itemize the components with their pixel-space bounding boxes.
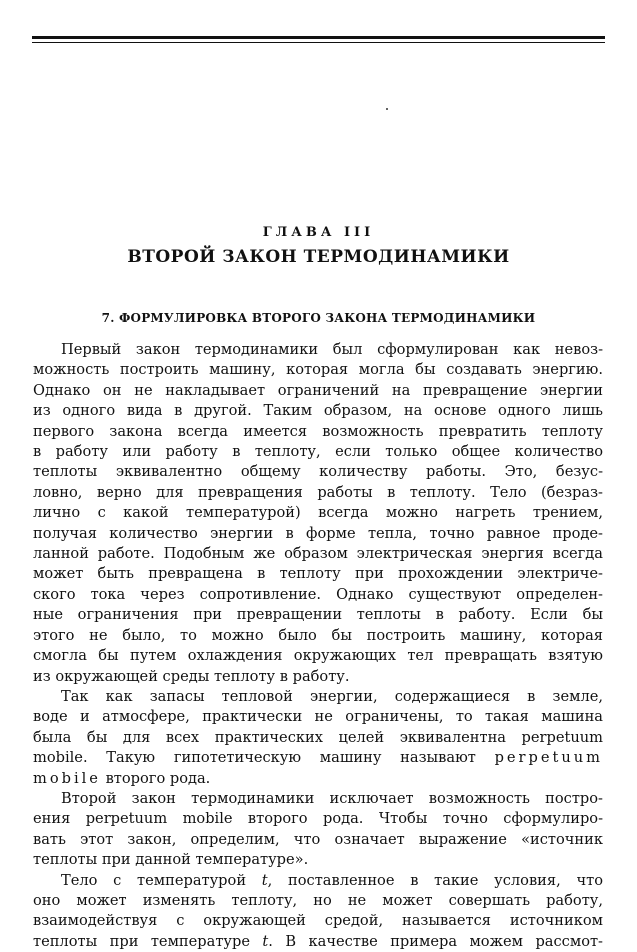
paragraph-4-line-2: оно может изменять теплоту, но не может совершать работу, — [33, 891, 603, 909]
variable-t: t — [261, 871, 268, 889]
emphasis-perpetuum: perpetuum — [494, 749, 603, 767]
paragraph-4-line-4-a: теплоты при температуре — [33, 932, 250, 950]
chapter-label: ГЛАВА III — [262, 225, 375, 240]
paragraph-1-line-4: из одного вида в другой. Таким образом, на основе одного лишь — [33, 402, 603, 420]
header-rule-thick — [32, 36, 605, 39]
paragraph-1-line-3: Однако он не накладывает ограничений на превращение энергии — [33, 381, 603, 399]
paragraph-1-line-14: ные ограничения при превращении теплоты в работу. Если бы — [33, 606, 603, 624]
paragraph-4-line-1 — [33, 871, 603, 891]
paragraph-1-line-11: ланной работе. Подобным же образом электрическая энергия всегда — [33, 545, 603, 563]
paragraph-4-line-4-b: . В качестве примера можем рассмот- — [268, 932, 603, 950]
paragraph-2-tail: второго рода. — [105, 769, 211, 787]
header-rule-thin — [32, 42, 605, 43]
paragraph-1-line-13: ского тока через сопротивление. Однако существуют определен- — [33, 585, 603, 603]
paragraph-1-line-7: теплоты эквивалентно общему количеству работы. Это, безус- — [33, 463, 603, 481]
paragraph-1-line-17: из окружающей среды теплоту в работу. — [33, 667, 350, 685]
paragraph-3-line-4: теплоты при данной температуре». — [33, 851, 309, 869]
paragraph-2-line-4 — [33, 748, 603, 768]
paragraph-2-line-1: Так как запасы тепловой энергии, содержащиеся в земле, — [61, 687, 603, 705]
paragraph-4-line-1-a: Тело с температурой — [61, 871, 247, 889]
paragraph-4-line-4 — [33, 932, 603, 952]
paragraph-1-line-2: можность построить машину, которая могла бы создавать энергию. — [33, 361, 603, 379]
paragraph-1-line-1: Первый закон термодинамики был сформулирован как невоз- — [61, 341, 603, 358]
paragraph-2-line-2: воде и атмосфере, практически не ограничены, то такая машина — [33, 708, 603, 726]
paragraph-1-line-15: этого не было, то можно было бы построить машину, которая — [33, 626, 603, 644]
paragraph-3-line-2: ения perpetuum mobile второго рода. Чтобы точно сформулиро- — [33, 810, 603, 828]
paragraph-1-line-9: лично с какой температурой) всегда можно нагреть трением, — [33, 504, 603, 522]
paragraph-4-line-3: взаимодействуя с окружающей средой, называется источником — [33, 912, 603, 930]
paragraph-4-line-1-b: , поставленное в такие условия, что — [267, 871, 603, 889]
paragraph-1-line-6: в работу или работу в теплоту, если только общее количество — [33, 443, 603, 461]
body-text — [33, 340, 603, 952]
chapter-title: ВТОРОЙ ЗАКОН ТЕРМОДИНАМИКИ — [127, 247, 510, 267]
paragraph-1-line-8: ловно, верно для превращения работы в теплоту. Тело (безраз- — [33, 483, 603, 501]
paragraph-2-line-4-text: mobile. Такую гипотетическую машину называют — [33, 749, 476, 767]
variable-t-2: t — [262, 932, 269, 950]
emphasis-mobile: mobile — [33, 769, 101, 787]
paragraph-1-line-10: получая количество энергии в форме тепла, точно равное проде- — [33, 524, 603, 542]
paragraph-1-line-12: может быть превращена в теплоту при прохождении электриче- — [33, 565, 603, 583]
print-speck — [386, 108, 388, 110]
paragraph-1-line-5: первого закона всегда имеется возможность превратить теплоту — [33, 422, 603, 440]
paragraph-1-line-16: смогла бы путем охлаждения окружающих тел превращать взятую — [33, 647, 603, 665]
section-title: 7. ФОРМУЛИРОВКА ВТОРОГО ЗАКОНА ТЕРМОДИНАМИКИ — [101, 311, 536, 325]
paragraph-3-line-3: вать этот закон, определим, что означает выражение «источник — [33, 830, 603, 848]
paragraph-3-line-1: Второй закон термодинамики исключает возможность постро- — [61, 789, 603, 807]
paragraph-2-line-5 — [33, 769, 603, 789]
paragraph-2-line-3: была бы для всех практических целей эквивалентна perpetuum — [33, 728, 603, 746]
